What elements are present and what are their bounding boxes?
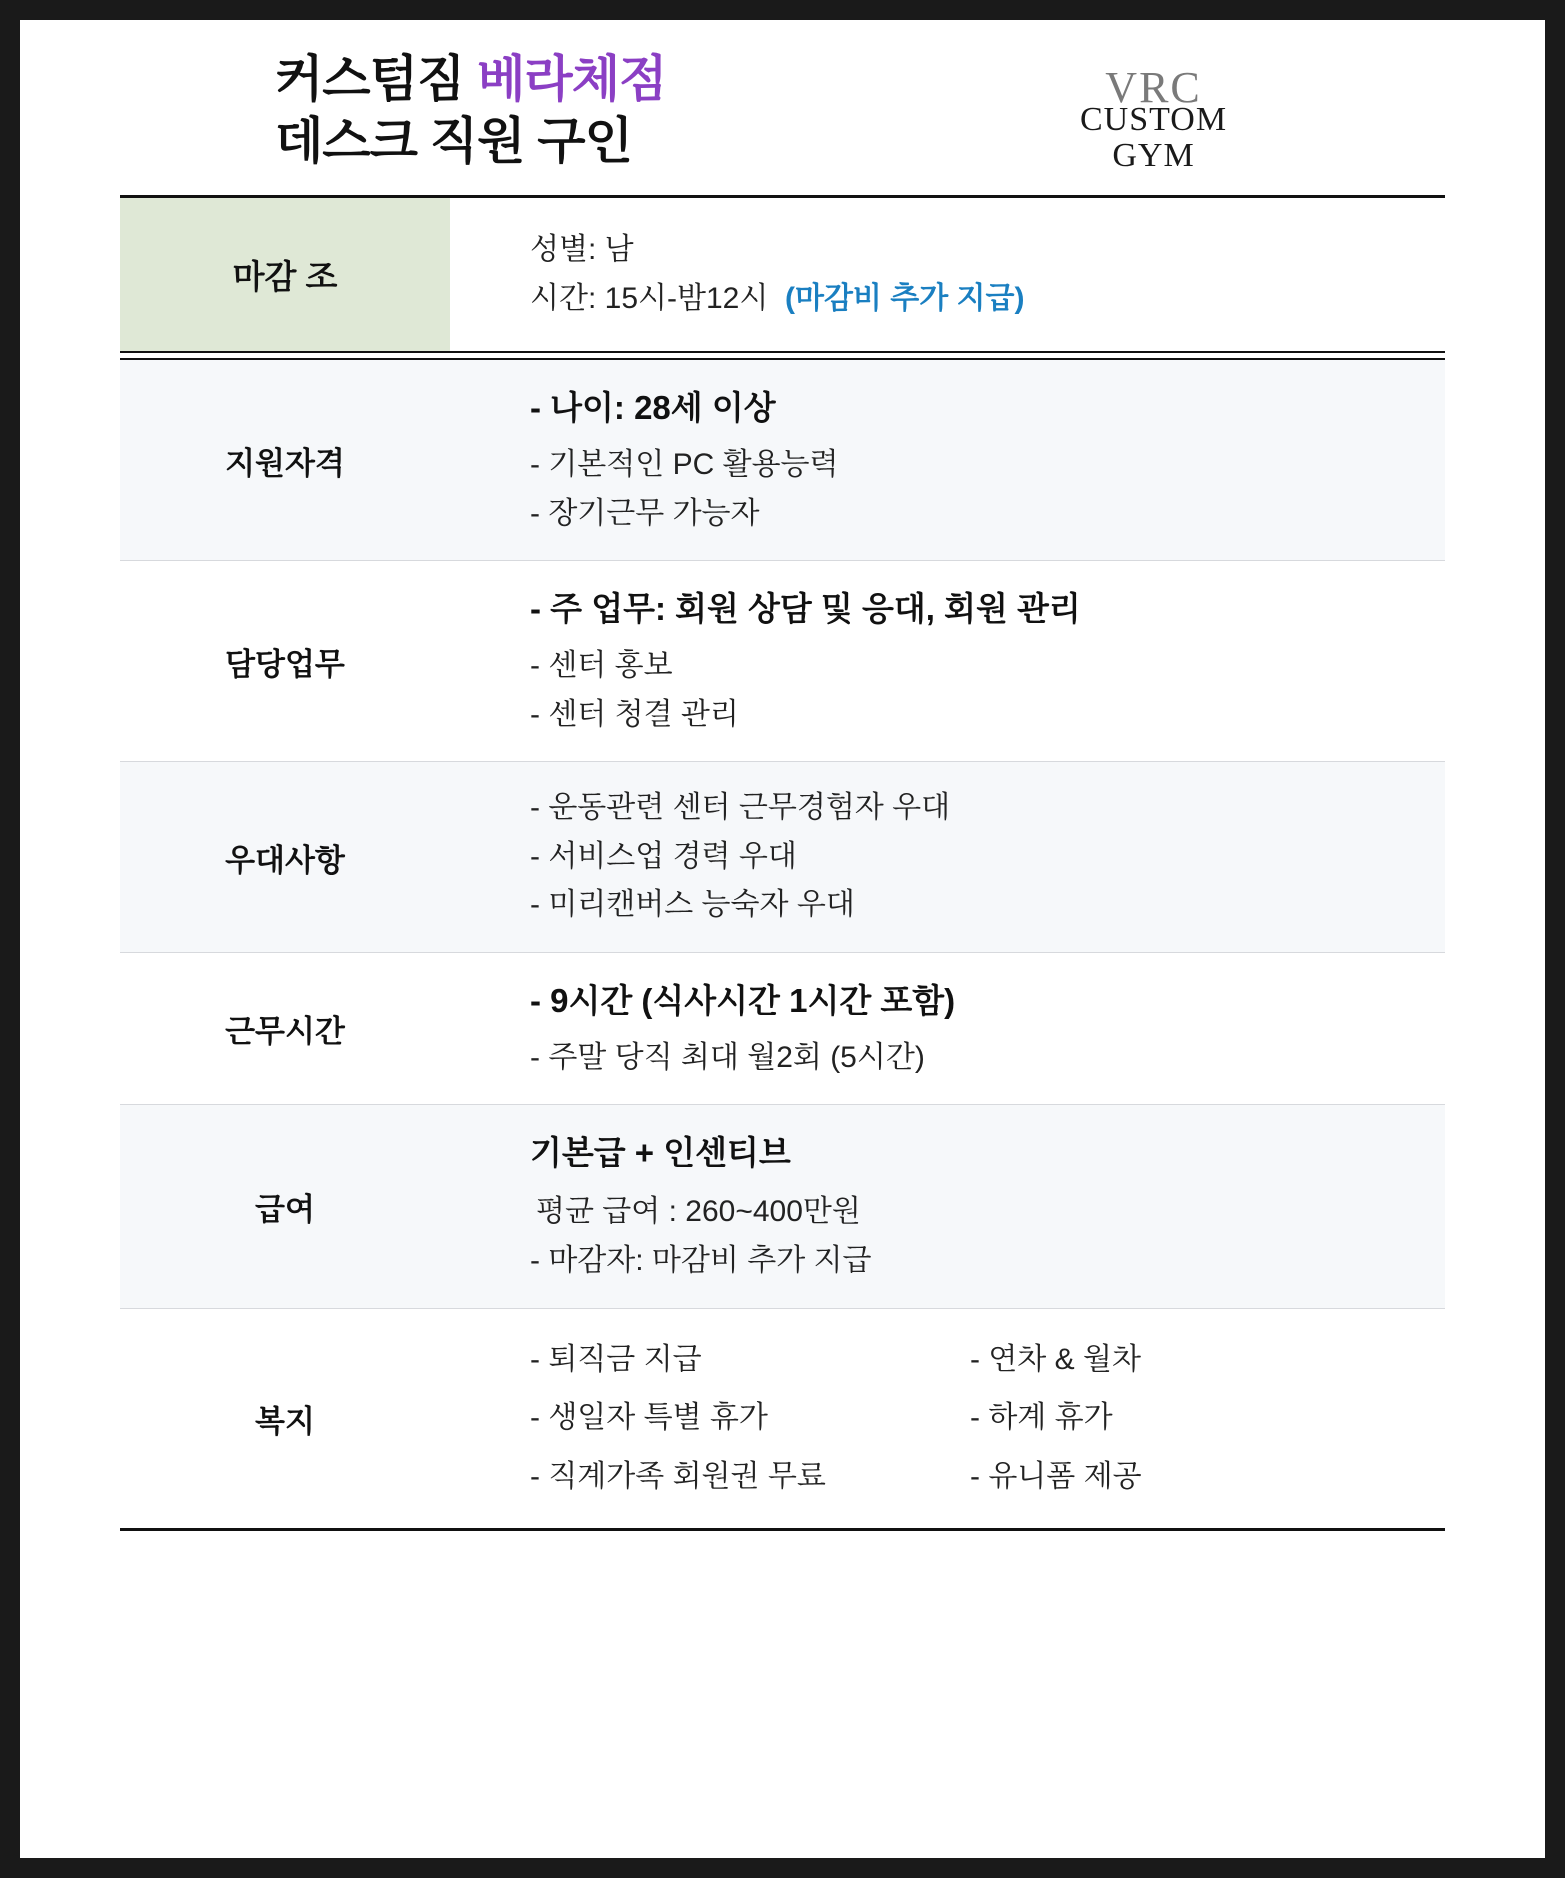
brand-logo	[1080, 63, 1228, 175]
duties-line-1: - 주 업무: 회원 상담 및 응대, 회원 관리	[530, 590, 1081, 628]
label-duties: 담당업무	[225, 646, 345, 682]
title-accent: 베라체점	[477, 51, 667, 107]
closing-time: 시간: 15시-밤12시	[530, 281, 769, 315]
label-qualification: 지원자격	[120, 360, 450, 560]
label-salary: 급여	[120, 1105, 450, 1307]
label-closing-shift: 마감 조	[120, 198, 450, 351]
title-line-2: 데스크 직원 구인	[275, 113, 632, 169]
closing-gender: 성별: 남	[530, 233, 634, 266]
row-benefits	[120, 1309, 1445, 1529]
job-posting-page	[20, 20, 1545, 1858]
work-hours-line-2: - 주말 당직 최대 월2회 (5시간)	[530, 1040, 925, 1074]
qualification-line-1: - 나이: 28세 이상	[530, 389, 776, 427]
row-preferred	[120, 762, 1445, 952]
divider-bottom	[120, 1528, 1445, 1531]
benefit-left-3: - 직계가족 회원권 무료	[530, 1459, 826, 1493]
preferred-line-2: - 서비스업 경력 우대	[530, 839, 797, 873]
body-preferred	[450, 762, 1445, 952]
benefit-right-3: - 유니폼 제공	[970, 1459, 1142, 1493]
title-plain: 커스텀짐	[275, 51, 478, 107]
benefit-left-2: - 생일자 특별 휴가	[530, 1401, 768, 1435]
body-duties	[450, 561, 1445, 761]
preferred-line-1: - 운동관련 센터 근무경험자 우대	[530, 791, 951, 825]
qualification-line-3: - 장기근무 가능자	[530, 496, 760, 530]
benefits-column-right	[960, 1331, 1142, 1507]
work-hours-line-1: - 9시간 (식사시간 1시간 포함)	[530, 981, 956, 1019]
row-qualification	[120, 360, 1445, 560]
benefit-left-1: - 퇴직금 지급	[530, 1342, 702, 1376]
label-benefits: 복지	[255, 1403, 315, 1439]
row-work-hours	[120, 953, 1445, 1104]
page-title	[275, 48, 666, 172]
duties-line-2: - 센터 홍보	[530, 648, 673, 682]
benefits-grid	[530, 1331, 1445, 1507]
label-work-hours: 근무시간	[225, 1014, 345, 1050]
body-benefits	[450, 1309, 1445, 1529]
closing-bonus: (마감비 추가 지급)	[784, 281, 1025, 315]
benefit-right-2: - 하계 휴가	[970, 1401, 1113, 1435]
salary-line-1: 기본급 + 인센티브	[530, 1134, 791, 1172]
preferred-line-3: - 미리캔버스 능숙자 우대	[530, 888, 855, 922]
divider-double-outer	[120, 351, 1445, 353]
row-salary	[120, 1105, 1445, 1307]
duties-line-3: - 센터 청결 관리	[530, 697, 739, 731]
body-closing-shift	[450, 198, 1445, 351]
header	[20, 20, 1545, 195]
benefits-column-left	[530, 1331, 960, 1507]
label-preferred: 우대사항	[120, 762, 450, 952]
body-salary	[450, 1105, 1445, 1307]
row-duties	[120, 561, 1445, 761]
row-closing-shift	[120, 198, 1445, 351]
salary-line-3: - 마감자: 마감비 추가 지급	[530, 1244, 872, 1278]
info-table	[120, 195, 1445, 1531]
benefit-right-1: - 연차 & 월차	[970, 1342, 1141, 1376]
qualification-line-2: - 기본적인 PC 활용능력	[530, 447, 839, 481]
logo-custom-text: CUSTOM	[1080, 101, 1228, 139]
salary-line-2: 평균 급여 : 260~400만원	[536, 1195, 861, 1229]
closing-time-row	[530, 275, 1445, 324]
logo-vrc-text: VRC	[1105, 63, 1202, 112]
title-line-1	[275, 48, 666, 110]
logo-gym-text: GYM	[1112, 137, 1195, 175]
body-work-hours	[450, 953, 1445, 1104]
body-qualification	[450, 360, 1445, 560]
